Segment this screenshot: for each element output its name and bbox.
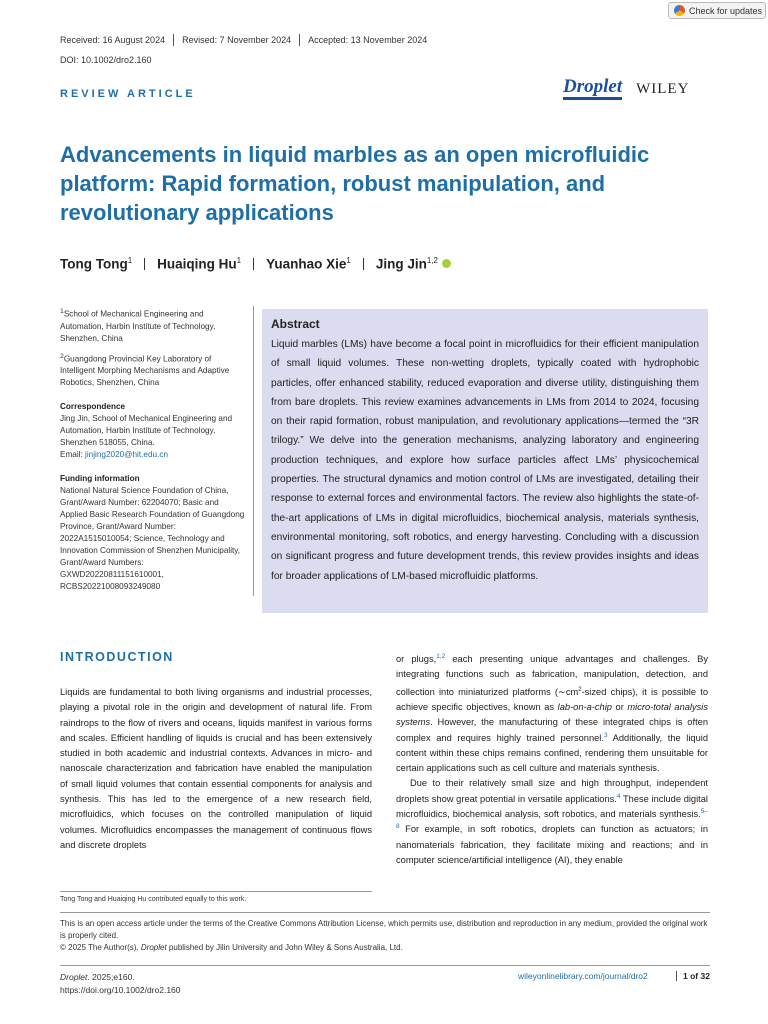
footer-rule (60, 965, 710, 966)
correspondence-text: Jing Jin, School of Mechanical Engineering and Automation, Harbin Institute of Technology, Shenzhen 518055, China. Email: jinjing2020@hit.edu.cn (60, 414, 233, 460)
email-link[interactable]: jinjing2020@hit.edu.cn (85, 450, 168, 460)
citation-link[interactable]: 5–8 (396, 807, 708, 831)
author-divider (363, 258, 364, 270)
section-heading-introduction: INTRODUCTION (60, 650, 174, 664)
author-name[interactable]: Jing Jin$^{1,2}$ (375, 256, 438, 272)
funding-text: National Natural Science Foundation of China, Grant/Award Number: 62204070; Basic and Applied Basic Research Foundation of Guangdong Province, Grant/Award Number: 2022A1515010054; Science, Technology and Innovation Commission of Shenzhen Municipality, Grant/Award Numbers: GXWD20220811151610001, RCBS20221008093249080 (60, 486, 245, 592)
author-divider (253, 258, 254, 270)
body-column-left (60, 685, 372, 853)
paragraph: or plugs,$^{1,2}$ each presenting unique advantages and challenges. By integrating functions such as fabrication, manipulation, detection, and collection into miniaturized platforms ($\sim cm^2$-sized chips), it is possible to achieve specific objectives, known as lab-on-a-chip or micro-total analysis systems. However, the manufacturing of these integrated chips is often complex and requires highly trained personnel.$^3$ Additionally, the liquid content within these chips remains confined, rendering them unsuitable for certain applications such as cell culture and materials synthesis. (396, 652, 709, 774)
license-text: This is an open access article under the terms of the Creative Commons Attribution License, which permits use, distribution and reproduction in any medium, provided the original work is properly cited. (60, 919, 708, 940)
received-date: Received: 16 August 2024 (60, 35, 166, 45)
citation-link[interactable]: 4 (616, 792, 621, 800)
abstract-text: Liquid marbles (LMs) have become a focal point in microfluidics for their efficient manipulation of small liquid volumes. These non-wetting droplets, typically coated with hydrophobic particles, offer enhanced stability, reduced evaporation and diverse utility, distinguishing them from bare droplets. This review examines advancements in LMs from 2014 to 2024, focusing on their rapid formation, robust manipulation, and revolutionary applications—termed the “3R trilogy.” We delve into the generation mechanisms, analyzing laboratory and engineering production techniques, and explore how surface particles affect LMs’ physicochemical properties. The structural dynamics and motion control of LMs are investigated, detailing their response to external forces and environmental factors. The review also highlights the state-of-the-art applications of LMs in digital microfluidics, biochemical analysis, materials synthesis, environmental monitoring, soft robotics, and energy harvesting. Concluding with a discussion on significant progress and future development trends, this review provides insights and ideas for broader applications of LM-based microfluidic platforms. (271, 339, 699, 582)
author-name[interactable]: Yuanhao Xie$^1$ (266, 256, 351, 272)
sidebar-divider (253, 306, 254, 596)
article-sidebar (60, 306, 246, 599)
orcid-icon[interactable] (442, 259, 451, 268)
paragraph: Due to their relatively small size and high throughput, independent droplets show great potential in versatile applications.$^4$ These include digital microfluidics, biochemical analysis, soft robotics, and materials synthesis.$^{5-8}$ For example, in soft robotics, droplets can function as actuators; in nanomaterials fabrication, they facilitate mixing and reactions; and in computer science/artificial intelligence (AI), they enable (396, 778, 708, 865)
copyright-text: © 2025 The Author(s). Droplet published by Jilin University and John Wiley & Sons Australia, Ltd. (60, 943, 403, 952)
accepted-date: Accepted: 13 November 2024 (308, 35, 428, 45)
license-notice (60, 912, 710, 954)
funding-heading: Funding information (60, 474, 140, 484)
article-title: Advancements in liquid marbles as an open microfluidic platform: Rapid formation, robust manipulation, and revolutionary applications (60, 142, 650, 225)
citation-link[interactable]: 3 (603, 731, 608, 739)
author-list (60, 256, 451, 272)
droplet-journal-logo: Droplet (563, 78, 622, 100)
crossmark-icon (674, 5, 685, 16)
journal-url-link[interactable]: wileyonlinelibrary.com/journal/dro2 (518, 971, 648, 981)
wiley-logo: WILEY (636, 80, 690, 97)
doi-link[interactable]: https://doi.org/10.1002/dro2.160 (60, 985, 181, 995)
logo-area (563, 78, 689, 100)
paragraph: Liquids are fundamental to both living organisms and industrial processes, playing a pivotal role in the origin and development of natural life. From raindrops to the flow of rivers and oceans, liquids manifest in various forms and scales. Efficient handling of liquids is crucial and has been extensively studied in both academic and industrial contexts. Advances in micro- and nanoscale characterization and fabrication have enabled the manipulation of small liquid volumes that contain essential components for analysis and synthesis. This has led to the emergence of a new research field, microfluidics, which focuses on the controlled manipulation of liquid volumes. Microfluidics encompasses the management of continuous flows and discrete droplets (60, 687, 372, 850)
check-updates-label: Check for updates (689, 5, 763, 16)
correspondence-heading: Correspondence (60, 402, 126, 412)
journal-citation: Droplet. 2025;e160. https://doi.org/10.1002/dro2.160 (60, 972, 181, 995)
footnote: Tong Tong and Huaiqing Hu contributed equally to this work. (60, 896, 247, 903)
revised-date: Revised: 7 November 2024 (182, 35, 292, 45)
page-number: 1 of 32 (676, 971, 710, 981)
date-divider (173, 34, 174, 46)
doi-line: DOI: 10.1002/dro2.160 (60, 55, 152, 65)
body-column-right (396, 652, 708, 868)
date-divider (299, 34, 300, 46)
affiliation-2: $^2$Guangdong Provincial Key Laboratory of Intelligent Morphing Mechanisms and Adaptive Robotics, Shenzhen, China (60, 352, 230, 388)
abstract-heading: Abstract (271, 317, 320, 331)
abstract-box (262, 309, 708, 613)
author-name[interactable]: Huaiqing Hu$^1$ (157, 256, 242, 272)
affiliation-1: $^1$School of Mechanical Engineering and Automation, Harbin Institute of Technology, Shenzhen, China (60, 308, 216, 343)
check-for-updates-button[interactable] (668, 2, 766, 19)
author-divider (144, 258, 145, 270)
article-type: REVIEW ARTICLE (60, 88, 196, 100)
citation-link[interactable]: 1,2 (436, 652, 446, 660)
author-name[interactable]: Tong Tong$^1$ (60, 256, 133, 272)
article-dates (60, 34, 427, 46)
footnote-rule (60, 891, 372, 892)
